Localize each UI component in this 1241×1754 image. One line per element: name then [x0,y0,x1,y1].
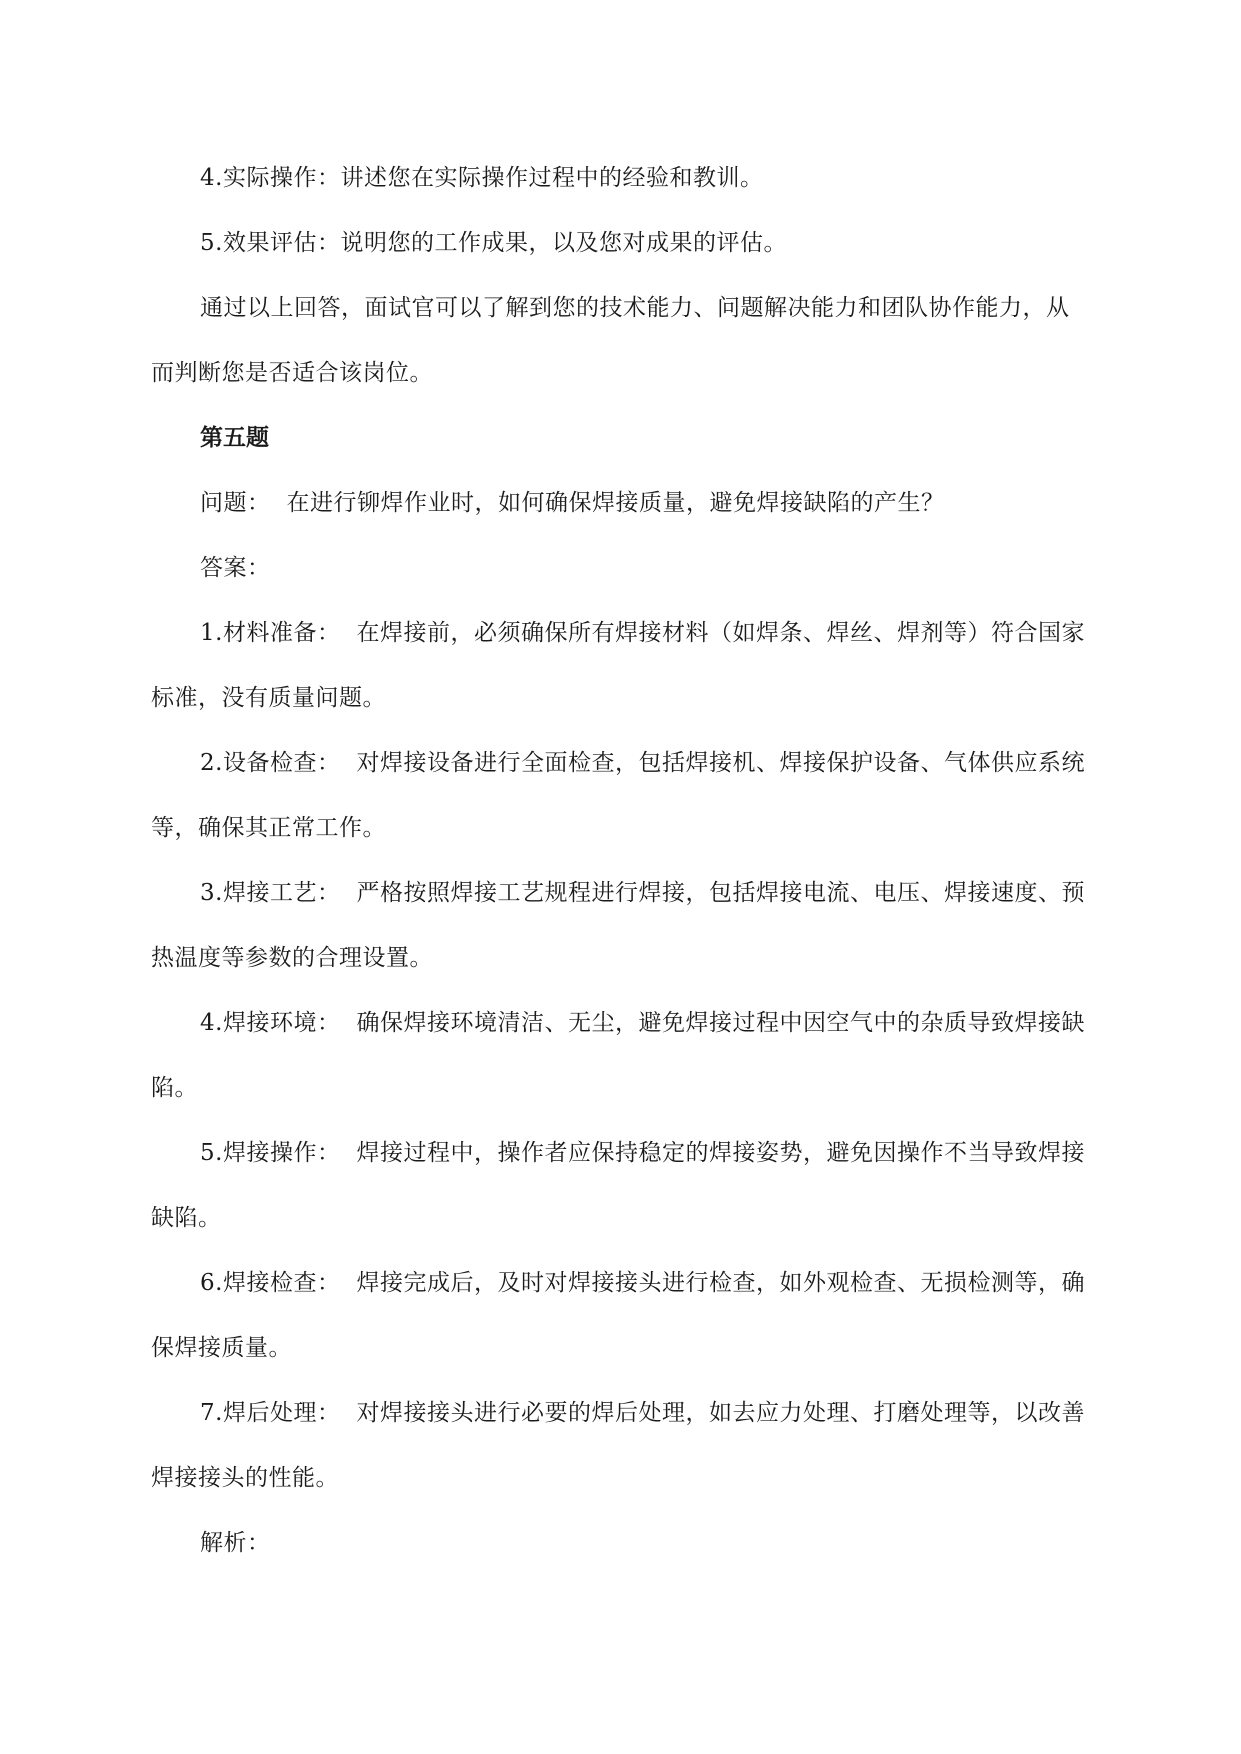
document-body [151,146,1091,1576]
answer-item-text: 严格按照焊接工艺规程进行焊接，包括焊接电流、电压、焊接速度、预热温度等参数的合理设置。 [151,880,1085,971]
answer-item-label: 6.焊接检查： [200,1270,341,1296]
paragraph-practical-operation: 4.实际操作：讲述您在实际操作过程中的经验和教训。 [200,165,764,191]
question-label: 问题： [200,490,271,516]
question-paragraph [151,471,1091,536]
question-text: 在进行铆焊作业时，如何确保焊接质量，避免焊接缺陷的产生？ [286,490,945,516]
answer-item [151,861,1091,991]
answer-item [151,1251,1091,1381]
answer-item-label: 3.焊接工艺： [200,880,341,906]
answer-label: 答案： [200,555,271,581]
paragraph-effect-evaluation: 5.效果评估：说明您的工作成果，以及您对成果的评估。 [200,230,787,256]
answer-item-text: 焊接完成后，及时对焊接接头进行检查，如外观检查、无损检测等，确保焊接质量。 [151,1270,1085,1361]
answer-item [151,1381,1091,1511]
answer-item-text: 确保焊接环境清洁、无尘，避免焊接过程中因空气中的杂质导致焊接缺陷。 [151,1010,1085,1101]
answer-item-label: 1.材料准备： [200,620,341,646]
answer-item-text: 对焊接设备进行全面检查，包括焊接机、焊接保护设备、气体供应系统等，确保其正常工作。 [151,750,1085,841]
answer-item [151,731,1091,861]
answer-item [151,991,1091,1121]
answer-item-label: 4.焊接环境： [200,1010,341,1036]
answer-item-text: 对焊接接头进行必要的焊后处理，如去应力处理、打磨处理等，以改善焊接接头的性能。 [151,1400,1085,1491]
answer-item-text: 焊接过程中，操作者应保持稳定的焊接姿势，避免因操作不当导致焊接缺陷。 [151,1140,1085,1231]
section-heading: 第五题 [200,425,269,451]
paragraph-summary: 通过以上回答，面试官可以了解到您的技术能力、问题解决能力和团队协作能力，从而判断您是否适合该岗位。 [151,295,1070,386]
answer-item [151,1121,1091,1251]
answer-item-label: 2.设备检查： [200,750,341,776]
answer-item-label: 7.焊后处理： [200,1400,341,1426]
analysis-label: 解析： [200,1530,271,1556]
answer-item [151,601,1091,731]
answer-item-label: 5.焊接操作： [200,1140,341,1166]
answer-item-text: 在焊接前，必须确保所有焊接材料（如焊条、焊丝、焊剂等）符合国家标准，没有质量问题。 [151,620,1085,711]
